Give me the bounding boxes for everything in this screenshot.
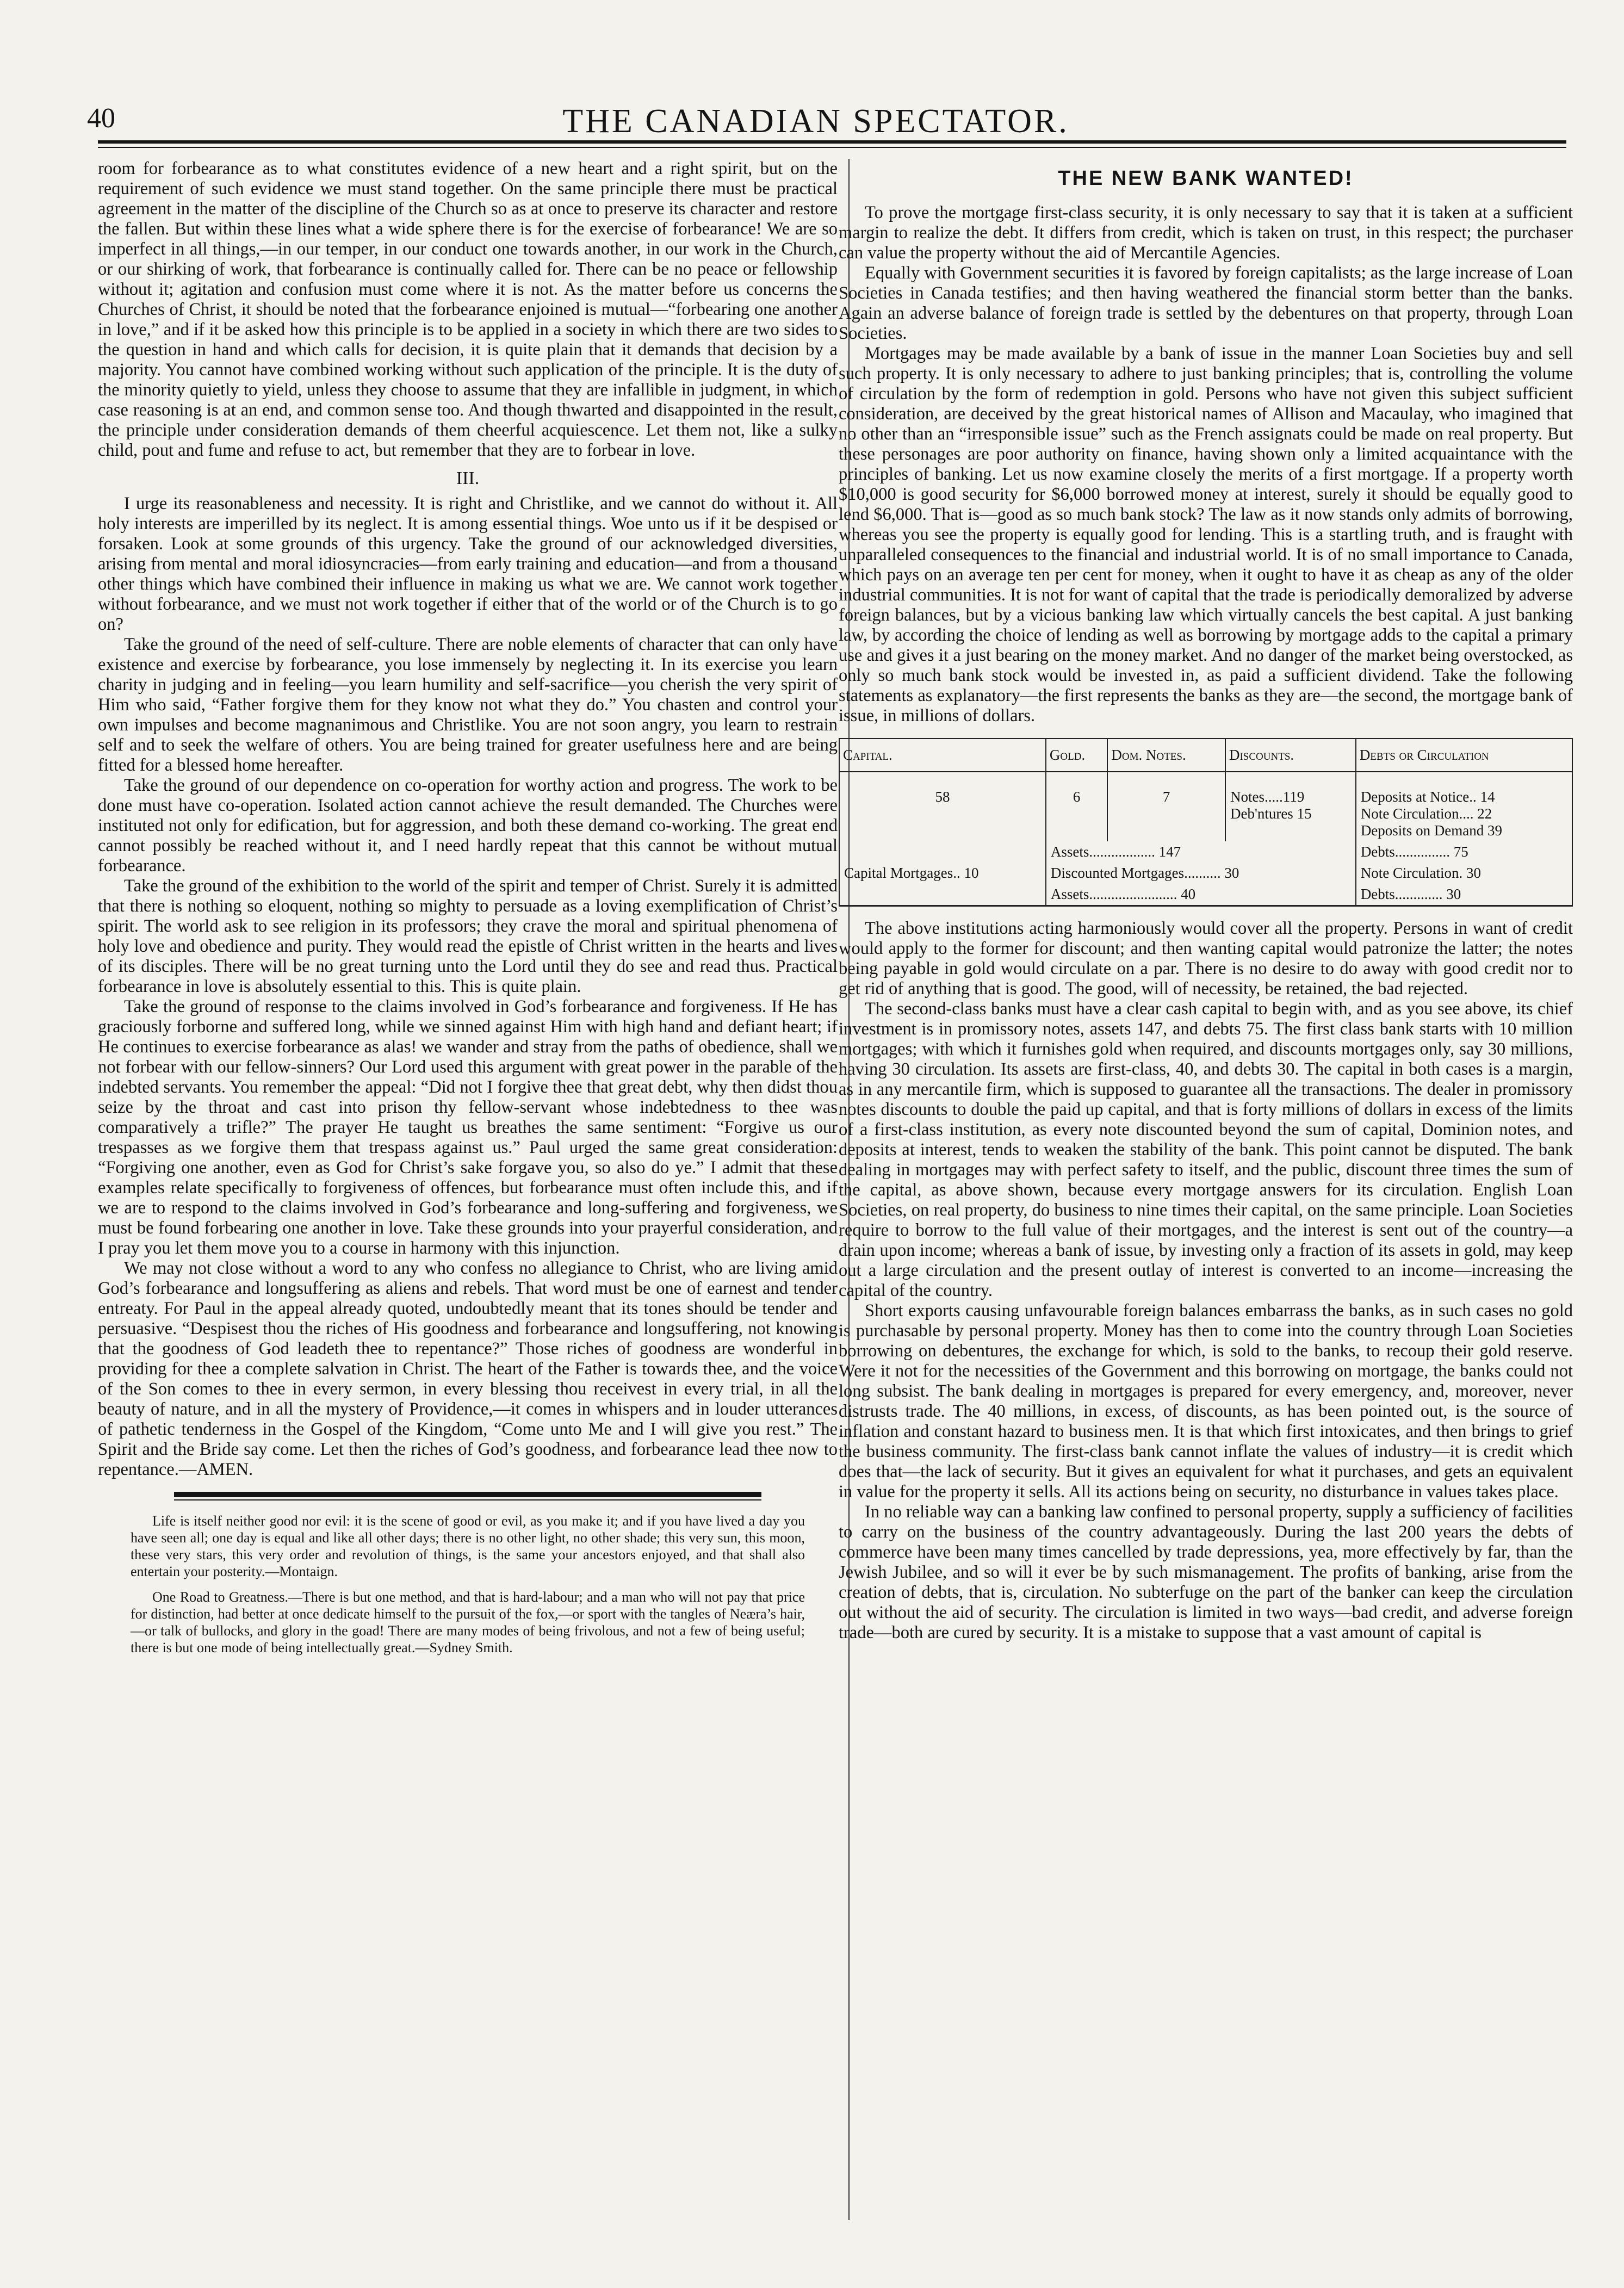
cell-capital-mortgages: Capital Mortgages.. 10 xyxy=(839,863,1046,884)
right-paragraph-5: The second-class banks must have a clear cash capital to begin with, and as you see above, its chief investment is in promissory notes, assets 147, and debts 75. The first class bank starts with 10 million mortgages; with which it furnishes gold when required, and discounts mortgages only, say 30 millions, having 30 circulation. Its assets are first-class, 40, and debts 30. The capital in both cases is a margin, as in any mercantile firm, which is supposed to guarantee all the transactions. The dealer in promissory notes discounts to double the paid up capital, and that is forty millions of dollars in excess of the limits of a first-class institution, as every note discounted beyond the sum of capital, Dominion notes, and deposits at interest, tends to weaken the stability of the bank. This point cannot be disputed. The bank dealing in mortgages may with perfect safety to itself, and the public, discount three times the sum of the capital, as above shown, because every mortgage answers for its circulation. English Loan Societies, on real property, do business to nine times their capital, on the same principle. Loan Societies require to borrow to the full value of their mortgages, and the interest is sent out of the country—a drain upon income; whereas a bank of issue, by investing only a fraction of its assets in gold, may keep out a large circulation and the present outlay of interest is converted to an income—increasing the capital of the country. xyxy=(839,999,1573,1300)
cell-note-circulation-2: Note Circulation. 30 xyxy=(1356,863,1572,884)
cell-debts-1: Debts............... 75 xyxy=(1356,841,1572,863)
cell-gold: 6 xyxy=(1046,772,1107,841)
cell-discounts xyxy=(1225,772,1356,841)
masthead-title: THE CANADIAN SPECTATOR. xyxy=(562,103,1069,140)
left-paragraph-2: I urge its reasonableness and necessity. It is right and Christlike, and we cannot do without it. All holy interests are imperilled by its neglect. It is among essential things. Woe unto us if it be despised or forsaken. Look at some grounds of this urgency. Take the ground of our acknowledged diversities, arising from mental and moral idiosyncracies—from early training and education—and from a thousand other things which have combined their influence in making us what we are. We cannot work together without forbearance, and we must not work together if either that of the world or of the Church is to go on? xyxy=(98,494,838,634)
masthead-rule-thick xyxy=(98,140,1566,144)
left-paragraph-4: Take the ground of our dependence on co-operation for worthy action and progress. The work to be done must have co-operation. Isolated action cannot achieve the result demanded. The Churches were instituted not only for edification, but for aggression, and both these demand co-working. The great end cannot possibly be reached without it, and I need hardly repeat that this cannot be without mutual forbearance. xyxy=(98,776,838,876)
right-paragraph-1: To prove the mortgage first-class security, it is only necessary to say that it is taken at a sufficient margin to realize the debt. It differs from credit, which is taken on trust, in this respect; the purchaser can value the property without the aid of Mercantile Agencies. xyxy=(839,203,1573,263)
table-row xyxy=(839,841,1572,863)
right-paragraph-2: Equally with Government securities it is favored by foreign capitalists; as the large increase of Loan Societies in Canada testifies; and then having weathered the financial storm better than the banks. Again an adverse balance of foreign trade is settled by the debentures on that property, through Loan Societies. xyxy=(839,263,1573,343)
cell-debts xyxy=(1356,772,1572,841)
separator-rule xyxy=(174,1499,761,1500)
footnotes xyxy=(98,1512,838,1656)
masthead-rule-thin xyxy=(98,147,1566,148)
header-dom-notes: Dom. Notes. xyxy=(1107,739,1225,772)
right-column xyxy=(839,159,1573,2264)
cell-deposits-notice: Deposits at Notice.. 14 xyxy=(1360,789,1495,805)
cell-note-circulation-1: Note Circulation.... 22 xyxy=(1360,805,1492,822)
header-discounts: Discounts. xyxy=(1225,739,1356,772)
right-paragraph-3: Mortgages may be made available by a bank of issue in the manner Loan Societies buy and sell such property. It is only necessary to adhere to just banking principles; that is, controlling the volume of circulation by the form of redemption in gold. Persons who have not given this subject sufficient consideration, are deceived by the great historical names of Allison and Macaulay, who imagined that no other than an “irresponsible issue” such as the French assignats could be made on real property. But these personages are poor authority on finance, having shown only a limited acquaintance with the principles of banking. Let us now examine closely the merits of a first mortgage. If a property worth $10,000 is good security for $6,000 borrowed money at interest, surely it should be equally good to lend $6,000. That is—good as so much bank stock? The law as it now stands only admits of borrowing, whereas you see the property is equally good for lending. This is a startling truth, and is fraught with unparalleled consequences to the financial and industrial world. It is of no small importance to Canada, which pays on an average ten per cent for money, when it ought to have it as cheap as any of the older industrial communities. It is not for want of capital that the trade is periodically demoralized by adverse foreign balances, but by a vicious banking law which virtually cancels the best capital. A just banking law, by according the choice of lending as well as borrowing by mortgage adds to the capital a primary use and gives it a just bearing on the money market. And no danger of the market being overstocked, as only so much bank stock would be invested in, as paid a sufficient dividend. Take the following statements as explanatory—the first represents the banks as they are—the second, the mortgage bank of issue, in millions of dollars. xyxy=(839,344,1573,726)
separator-bar xyxy=(174,1492,761,1497)
left-paragraph-5: Take the ground of the exhibition to the world of the spirit and temper of Christ. Surely it is admitted that there is nothing so eloquent, nothing so mighty to persuade as a loving exemplification of Christ’s spirit. The world ask to see religion in its professors; they crave the moral and spiritual phenomena of holy love and obedience and purity. They would read the epistle of Christ written in the hearts and lives of its disciples. There will be no great turning unto the Lord until they do see and read thus. Practical forbearance in love is absolutely essential to this. This is quite plain. xyxy=(98,876,838,996)
left-column xyxy=(98,159,838,2264)
cell-debentures: Deb'ntures 15 xyxy=(1230,805,1312,822)
right-paragraph-7: In no reliable way can a banking law confined to personal property, supply a sufficiency of facilities to carry on the business of the country advantageously. During the last 200 years the debts of commerce have been many times cancelled by trade depressions, yea, more effectively by far, than the Jewish Jubilee, and so will it ever be by such mismanagement. The profits of banking, arise from the creation of debts, that is, circulation. No subterfuge on the part of the banker can keep the circulation out without the aid of security. The circulation is limited in two ways—bad credit, and adverse foreign trade—both are cured by security. It is a mistake to suppose that a vast amount of capital is xyxy=(839,1502,1573,1642)
header-debts-circulation: Debts or Circulation xyxy=(1356,739,1572,772)
header-capital: Capital. xyxy=(839,739,1046,772)
footnote-montaign: Life is itself neither good nor evil: it is the scene of good or evil, as you make it; and if you have lived a day you have seen all; one day is equal and like all other days; there is no other light, no other shade; this very sun, this moon, these very stars, this very order and revolution of things, is the same your ancestors enjoyed, and that shall also entertain your posterity.—Montaign. xyxy=(131,1513,805,1579)
bank-comparison-table xyxy=(839,738,1573,907)
header-gold: Gold. xyxy=(1046,739,1107,772)
page-number: 40 xyxy=(87,103,115,134)
cell-notes: Notes.....119 xyxy=(1230,789,1305,805)
article-title: THE NEW BANK WANTED! xyxy=(1058,167,1354,190)
footnote-sydney-smith: One Road to Greatness.—There is but one method, and that is hard-labour; and a man who will not pay that price for distinction, had better at once dedicate himself to the pursuit of the fox,—or sport with the tangles of Neæra’s hair,—or talk of bullocks, and glory in the goad! There are many modes of being frivolous, and not a few of being useful; there is but one mode of being intellectually great.—Sydney Smith. xyxy=(131,1589,805,1655)
right-paragraph-6: Short exports causing unfavourable foreign balances embarrass the banks, as in such cases no gold is purchasable by personal property. Money has then to come into the country through Loan Societies borrowing on debentures, the exchange for which, is sold to the banks, to recoup their gold reserve. Were it not for the necessities of the Government and this borrowing on mortgage, the banks could not long subsist. The bank dealing in mortgages is prepared for every emergency, and, moreover, never distrusts trade. The 40 millions, in excess, of discounts, as has been pointed out, is the source of inflation and constant hazard to business men. It is that which first intoxicates, and then brings to grief the business community. The first-class bank cannot inflate the values of industry—it is credit which does that—the lack of security. But it gives an equivalent for what it purchases, and gets an equivalent in value for the property it sells. All its actions being on security, no disturbance in values takes place. xyxy=(839,1301,1573,1502)
cell-assets-2: Assets........................ 40 xyxy=(1046,884,1356,906)
table-header-row xyxy=(839,739,1572,772)
cell-discounted-mortgages: Discounted Mortgages.......... 30 xyxy=(1046,863,1356,884)
cell-deposits-demand: Deposits on Demand 39 xyxy=(1360,822,1503,839)
table-row xyxy=(839,863,1572,884)
page-header xyxy=(82,102,1550,140)
section-heading-iii: III. xyxy=(456,468,480,488)
table-row xyxy=(839,884,1572,906)
cell-capital: 58 xyxy=(839,772,1046,841)
right-paragraph-4: The above institutions acting harmoniously would cover all the property. Persons in want of credit would apply to the former for discount; and then wanting capital would patronize the latter; the notes being payable in gold would circulate on a par. There is no desire to do away with good credit nor to get rid of anything that is good. The good, will of necessity, be retained, the bad rejected. xyxy=(839,919,1573,999)
left-paragraph-7: We may not close without a word to any who confess no allegiance to Christ, who are living amid God’s forbearance and longsuffering as aliens and rebels. That word must be one of earnest and tender entreaty. For Paul in the appeal already quoted, undoubtedly meant that its tones should be tender and persuasive. “Despisest thou the riches of His goodness and forbearance and longsuffering, not knowing that the goodness of God leadeth thee to repentance?” Those riches of goodness are wonderful in providing for thee a complete salvation in Christ. The heart of the Father is towards thee, and the voice of the Son comes to thee in every sermon, in every blessing thou receivest in every trial, in all the beauty of nature, and in all the mystery of Providence,—it comes in whispers and in louder utterances of pathetic tenderness in the Gospel of the Kingdom, “Come unto Me and I will give you rest.” The Spirit and the Bride say come. Let then the riches of God’s goodness, and forbearance lead thee now to repentance.—AMEN. xyxy=(98,1258,838,1479)
cell-assets-1: Assets.................. 147 xyxy=(1046,841,1356,863)
left-paragraph-3: Take the ground of the need of self-culture. There are noble elements of character that can only have existence and exercise by forbearance, you lose immensely by neglecting it. In its exercise you learn charity in judging and in feeling—you learn humility and self-sacrifice—you cherish the very spirit of Him who said, “Father forgive them for they know not what they do.” You chasten and control your own impulses and become magnanimous and Christlike. You are not soon angry, you learn to restrain self and to seek the welfare of others. You are being trained for greater usefulness here and are being fitted for a blessed home hereafter. xyxy=(98,635,838,775)
cell-debts-2: Debts............. 30 xyxy=(1356,884,1572,906)
table-row xyxy=(839,772,1572,841)
cell-dom-notes: 7 xyxy=(1107,772,1225,841)
left-paragraph-6: Take the ground of response to the claims involved in God’s forbearance and forgiveness. If He has graciously forborne and suffered long, while we sinned against Him with high hand and defiant heart; if He continues to exercise forbearance as alas! we wander and stray from the paths of obedience, shall we not forbear with our fellow-sinners? Our Lord used this argument with great power in the parable of the indebted servants. You remember the appeal: “Did not I forgive thee that great debt, why then didst thou seize by the throat and cast into prison thy fellow-servant whose indebtedness to thee was comparatively a trifle?” The prayer He taught us breathes the same sentiment: “Forgive us our trespasses as we forgive them that trespass against us.” Paul urged the same great consideration: “Forgiving one another, even as God for Christ’s sake forgave you, so also do ye.” I admit that these examples relate specifically to forgiveness of offences, but forbearance must often include this, and if we are to respond to the claims involved in God’s forbearance and long-suffering and forgiveness, we must be found forbearing one another in love. Take these grounds into your prayerful consideration, and I pray you let them move you to a course in harmony with this injunction. xyxy=(98,997,838,1258)
left-paragraph-1: room for forbearance as to what constitutes evidence of a new heart and a right spirit, but on the requirement of such evidence we must stand together. On the same principle there must be practical agreement in the matter of the discipline of the Church so as at once to preserve its character and restore the fallen. But within these lines what a wide sphere there is for the exercise of forbearance! We are so imperfect in all things,—in our temper, in our conduct one towards another, in our work in the Church, or our shirking of work, that forbearance is continually called for. There can be no peace or fellowship without it; agitation and confusion must come where it is not. As the matter before us concerns the Churches of Christ, it should be noted that the forbearance enjoined is mutual—“forbearing one another in love,” and if it be asked how this principle is to be applied in a society in which there are two sides to the question in hand and which calls for decision, it is quite plain that it demands that decision by a majority. You cannot have combined working without such application of the principle. It is the duty of the minority quietly to yield, unless they choose to assume that they are infallible in judgment, in which case reasoning is at an end, and common sense too. And though thwarted and disappointed in the result, the principle under consideration demands of them cheerful acquiescence. Let them not, like a sulky child, pout and fume and refuse to act, but remember that they are to forbear in love. xyxy=(98,159,838,460)
